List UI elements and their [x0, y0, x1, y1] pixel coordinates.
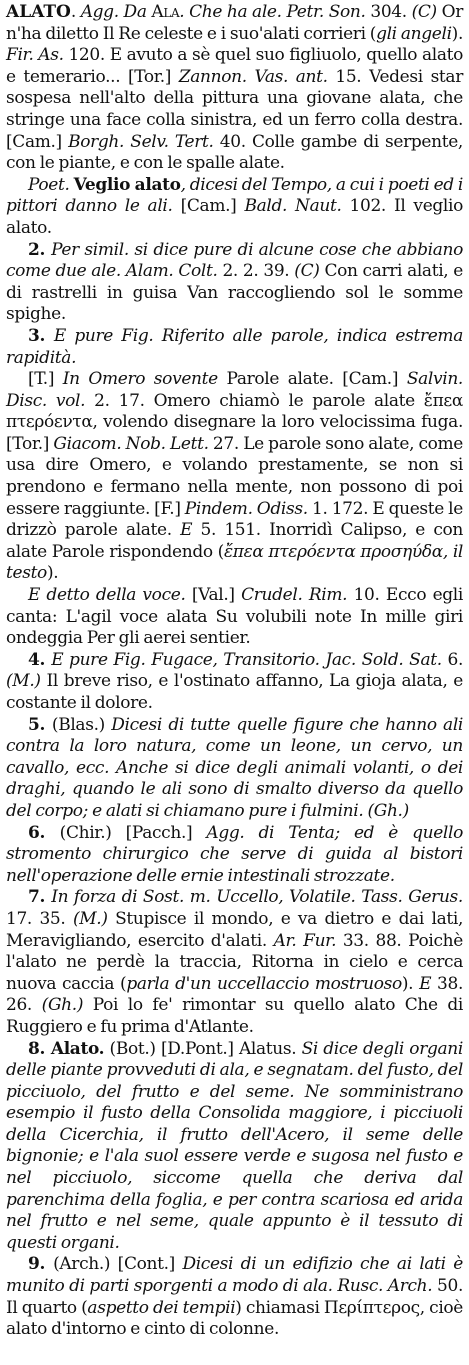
- entry-text: Or n'ha diletto Il Re celeste e i suo'alati corrieri (: [6, 2, 463, 44]
- entry-paragraph: [6, 175, 463, 240]
- entry-text: Dicesi di tutte quelle figure che hanno ali contra la loro natura, come un leone, un cervo, un cavallo, ecc. Anche si dice degli animali volanti, o dei draghi, quando le ali sono di smalto diverso da quello del corpo; e alati si chiamano pure i fulmini. (Gh.): [6, 714, 463, 821]
- entry-text: Il breve riso, e l'ostinato affanno, La gioja alata, e costante il dolore.: [6, 671, 463, 713]
- entry-paragraph: [6, 823, 463, 888]
- entry-text: ) chiamasi Περίπτερος, cioè alato d'intorno e cinto di colonne.: [6, 1297, 464, 1340]
- entry-text: Giacom. Nob. Lett.: [53, 433, 209, 454]
- entry-text: Con carri alati, e di rastrelli in guisa Van raccogliendo sol le somme spighe.: [6, 261, 463, 325]
- entry-text: 3.: [28, 325, 54, 346]
- entry-text: Borgh. Selv. Tert.: [68, 131, 214, 152]
- entry-text: (Gh.): [41, 995, 84, 1016]
- entry-text: Bald. Naut.: [244, 196, 342, 217]
- entry-paragraph: [6, 585, 463, 650]
- entry-text: Ala: [151, 2, 180, 22]
- entry-text: ).: [401, 973, 420, 994]
- entry-text: E detto della voce.: [28, 585, 186, 606]
- entry-text: E pure Fig. Fugace, Transitorio. Jac. Sold. Sat.: [51, 649, 442, 670]
- entry-text: 10. Ecco egli canta: L'agil voce alata Su volubili note In mille giri ondeggia Per gli aerei sentier.: [6, 585, 463, 649]
- entry-text: 2. 17. Omero chiamò le parole alate ἔπεα πτερόεντα, volendo disegnare la loro velocissima fuga. [Tor.]: [6, 390, 463, 454]
- entry-text: (Bot.) [D.Pont.] Alatus.: [104, 1038, 302, 1059]
- entry-text: 8. Alato.: [28, 1038, 105, 1059]
- entry-text: Agg. di Tenta; ed è quello stromento chirurgico che serve di guida al bistori nell'operazione delle ernie intestinali strozzate.: [6, 822, 463, 886]
- entry-text: 7.: [28, 887, 52, 908]
- entry-text: In forza di Sost. m. Uccello, Volatile. Tass. Gerus.: [51, 887, 463, 908]
- entry-text: [Val.]: [185, 585, 242, 606]
- entry-text: [T.]: [28, 369, 63, 390]
- entry-text: (Arch.) [Cont.]: [53, 1254, 183, 1275]
- entry-paragraph: [6, 369, 463, 585]
- entry-text: Ar. Fur.: [273, 930, 337, 951]
- entry-text: 2.: [28, 239, 52, 260]
- entry-text: gli angeli: [376, 23, 452, 44]
- entry-paragraph: [6, 1254, 463, 1340]
- entry-paragraph: [6, 887, 463, 1038]
- entry-text: (C): [411, 2, 437, 22]
- entry-text: [Cam.]: [180, 196, 245, 217]
- entry-text: (Chir.) [Pacch.]: [59, 822, 207, 843]
- entry-text: parla d'un uccellaccio mostruoso: [126, 973, 402, 994]
- entry-text: .: [70, 2, 81, 22]
- entry-text: 1. 172. E queste le drizzò parole alate.: [6, 498, 463, 541]
- entry-text: (M.): [6, 671, 41, 692]
- entry-text: (M.): [72, 908, 108, 929]
- entry-text: 120. E avuto a sè quel suo figliuolo, quello alato e temerario... [Tor.]: [6, 45, 463, 87]
- entry-text: Salvin. Disc. vol.: [6, 369, 463, 411]
- entry-text: (C): [294, 261, 320, 282]
- entry-text: , dicesi del Tempo, a cui i poeti ed i pittori danno le ali.: [6, 174, 463, 217]
- entry-text: 15. Vedesi star sospesa nell'alto della pittura una giovane alata, che stringe una face colla sinistra, ed un ferro colla destra. [Cam.]: [6, 66, 463, 152]
- entry-text: 6.: [28, 822, 60, 843]
- entry-text: Si dice degli organi delle piante provveduti di ala, e segnatam. del fusto, del picciuolo, del frutto e del seme. Ne somministrano esempio il fusto della Consolida maggiore, i picciuoli della Cicerchia, il frutto dell'Acero, il seme delle bignonie; e l'ala suol essere verde e sugosa nel fusto e nel picciuolo, siccome quella che deriva dal parenchima della foglia, e per contra scariosa ed arida nel frutto e nel seme, quale appunto è il tessuto di questi organi.: [6, 1038, 463, 1253]
- entry-text: Parole alate. [Cam.]: [217, 369, 407, 390]
- entry-text: 5.: [28, 714, 52, 735]
- entry-text: Pindem. Odiss.: [184, 498, 308, 519]
- entry-text: 40. Colle gambe di serpente, con le piante, e con le spalle alate.: [6, 131, 463, 174]
- entry-text: 102. Il veglio alato.: [6, 196, 463, 238]
- entry-text: Poi lo fe' rimontar su quello alato Che di Ruggiero e fu prima d'Atlante.: [6, 995, 463, 1037]
- entry-text: Dicesi di un edifizio che ai lati è munito di parti sporgenti a modo di ala. Rusc. Arch.: [6, 1254, 463, 1297]
- entry-text: 9.: [28, 1254, 54, 1275]
- entry-text: ).: [451, 23, 464, 44]
- entry-text: 33. 88. Poichè l'alato ne perdè la traccia, Ritorna in cielo e cerca nuova caccia (: [6, 930, 463, 994]
- entry-text: ἔπεα πτερόεντα προσηύδα, il testo: [6, 541, 464, 584]
- entry-paragraph: [6, 715, 463, 823]
- entry-paragraph: [6, 240, 463, 326]
- entry-text: Per simil. si dice pure di alcune cose che abbiano come due ale. Alam. Colt.: [6, 239, 464, 282]
- entry-text: Agg. Da: [80, 2, 152, 22]
- entry-text: 5. 151. Inorridì Calipso, e con alate Parole rispondendo (: [6, 520, 463, 562]
- entry-text: ).: [46, 563, 59, 584]
- entry-text: 27. Le parole sono alate, come usa dire Omero, e volando prestamente, se non si prendono e fermano nella mente, non possono di poi essere raggiunte. [F.]: [6, 433, 464, 519]
- entry-text: Crudel. Rim.: [241, 585, 348, 606]
- entry-paragraph: [6, 650, 463, 715]
- entry-text: . Che ha ale. Petr. Son.: [179, 2, 371, 22]
- entry-headword: ALATO: [6, 2, 71, 22]
- entry-text: E: [419, 973, 432, 994]
- entry-text: Zannon. Vas. ant.: [178, 66, 328, 87]
- entry-text: Poet.: [28, 174, 74, 195]
- entry-text: 50. Il quarto (: [6, 1276, 463, 1318]
- entry-text: 304.: [370, 2, 412, 22]
- entry-text: E pure Fig. Riferito alle parole, indica estrema rapidità.: [6, 325, 463, 368]
- entry-paragraph: [6, 1039, 463, 1255]
- entry-paragraph: [6, 326, 463, 369]
- entry-text: Stupisce il mondo, e va dietro e dai lati, Meravigliando, esercito d'alati.: [6, 908, 463, 951]
- entry-text: E: [180, 520, 193, 541]
- entry-text: 2. 2. 39.: [217, 261, 295, 282]
- entry-text: 38. 26.: [6, 973, 464, 1016]
- entry-paragraph: [6, 2, 463, 175]
- entry-text: (Blas.): [51, 714, 112, 735]
- entry-text: 6.: [441, 649, 463, 670]
- entry-text: Fir. As.: [6, 45, 64, 66]
- entry-text: In Omero sovente: [62, 369, 218, 390]
- entry-text: aspetto dei tempii: [87, 1297, 236, 1318]
- entry-text: Veglio alato: [73, 174, 181, 195]
- entry-text: 17. 35.: [6, 908, 73, 929]
- entry-text: 4.: [28, 649, 52, 670]
